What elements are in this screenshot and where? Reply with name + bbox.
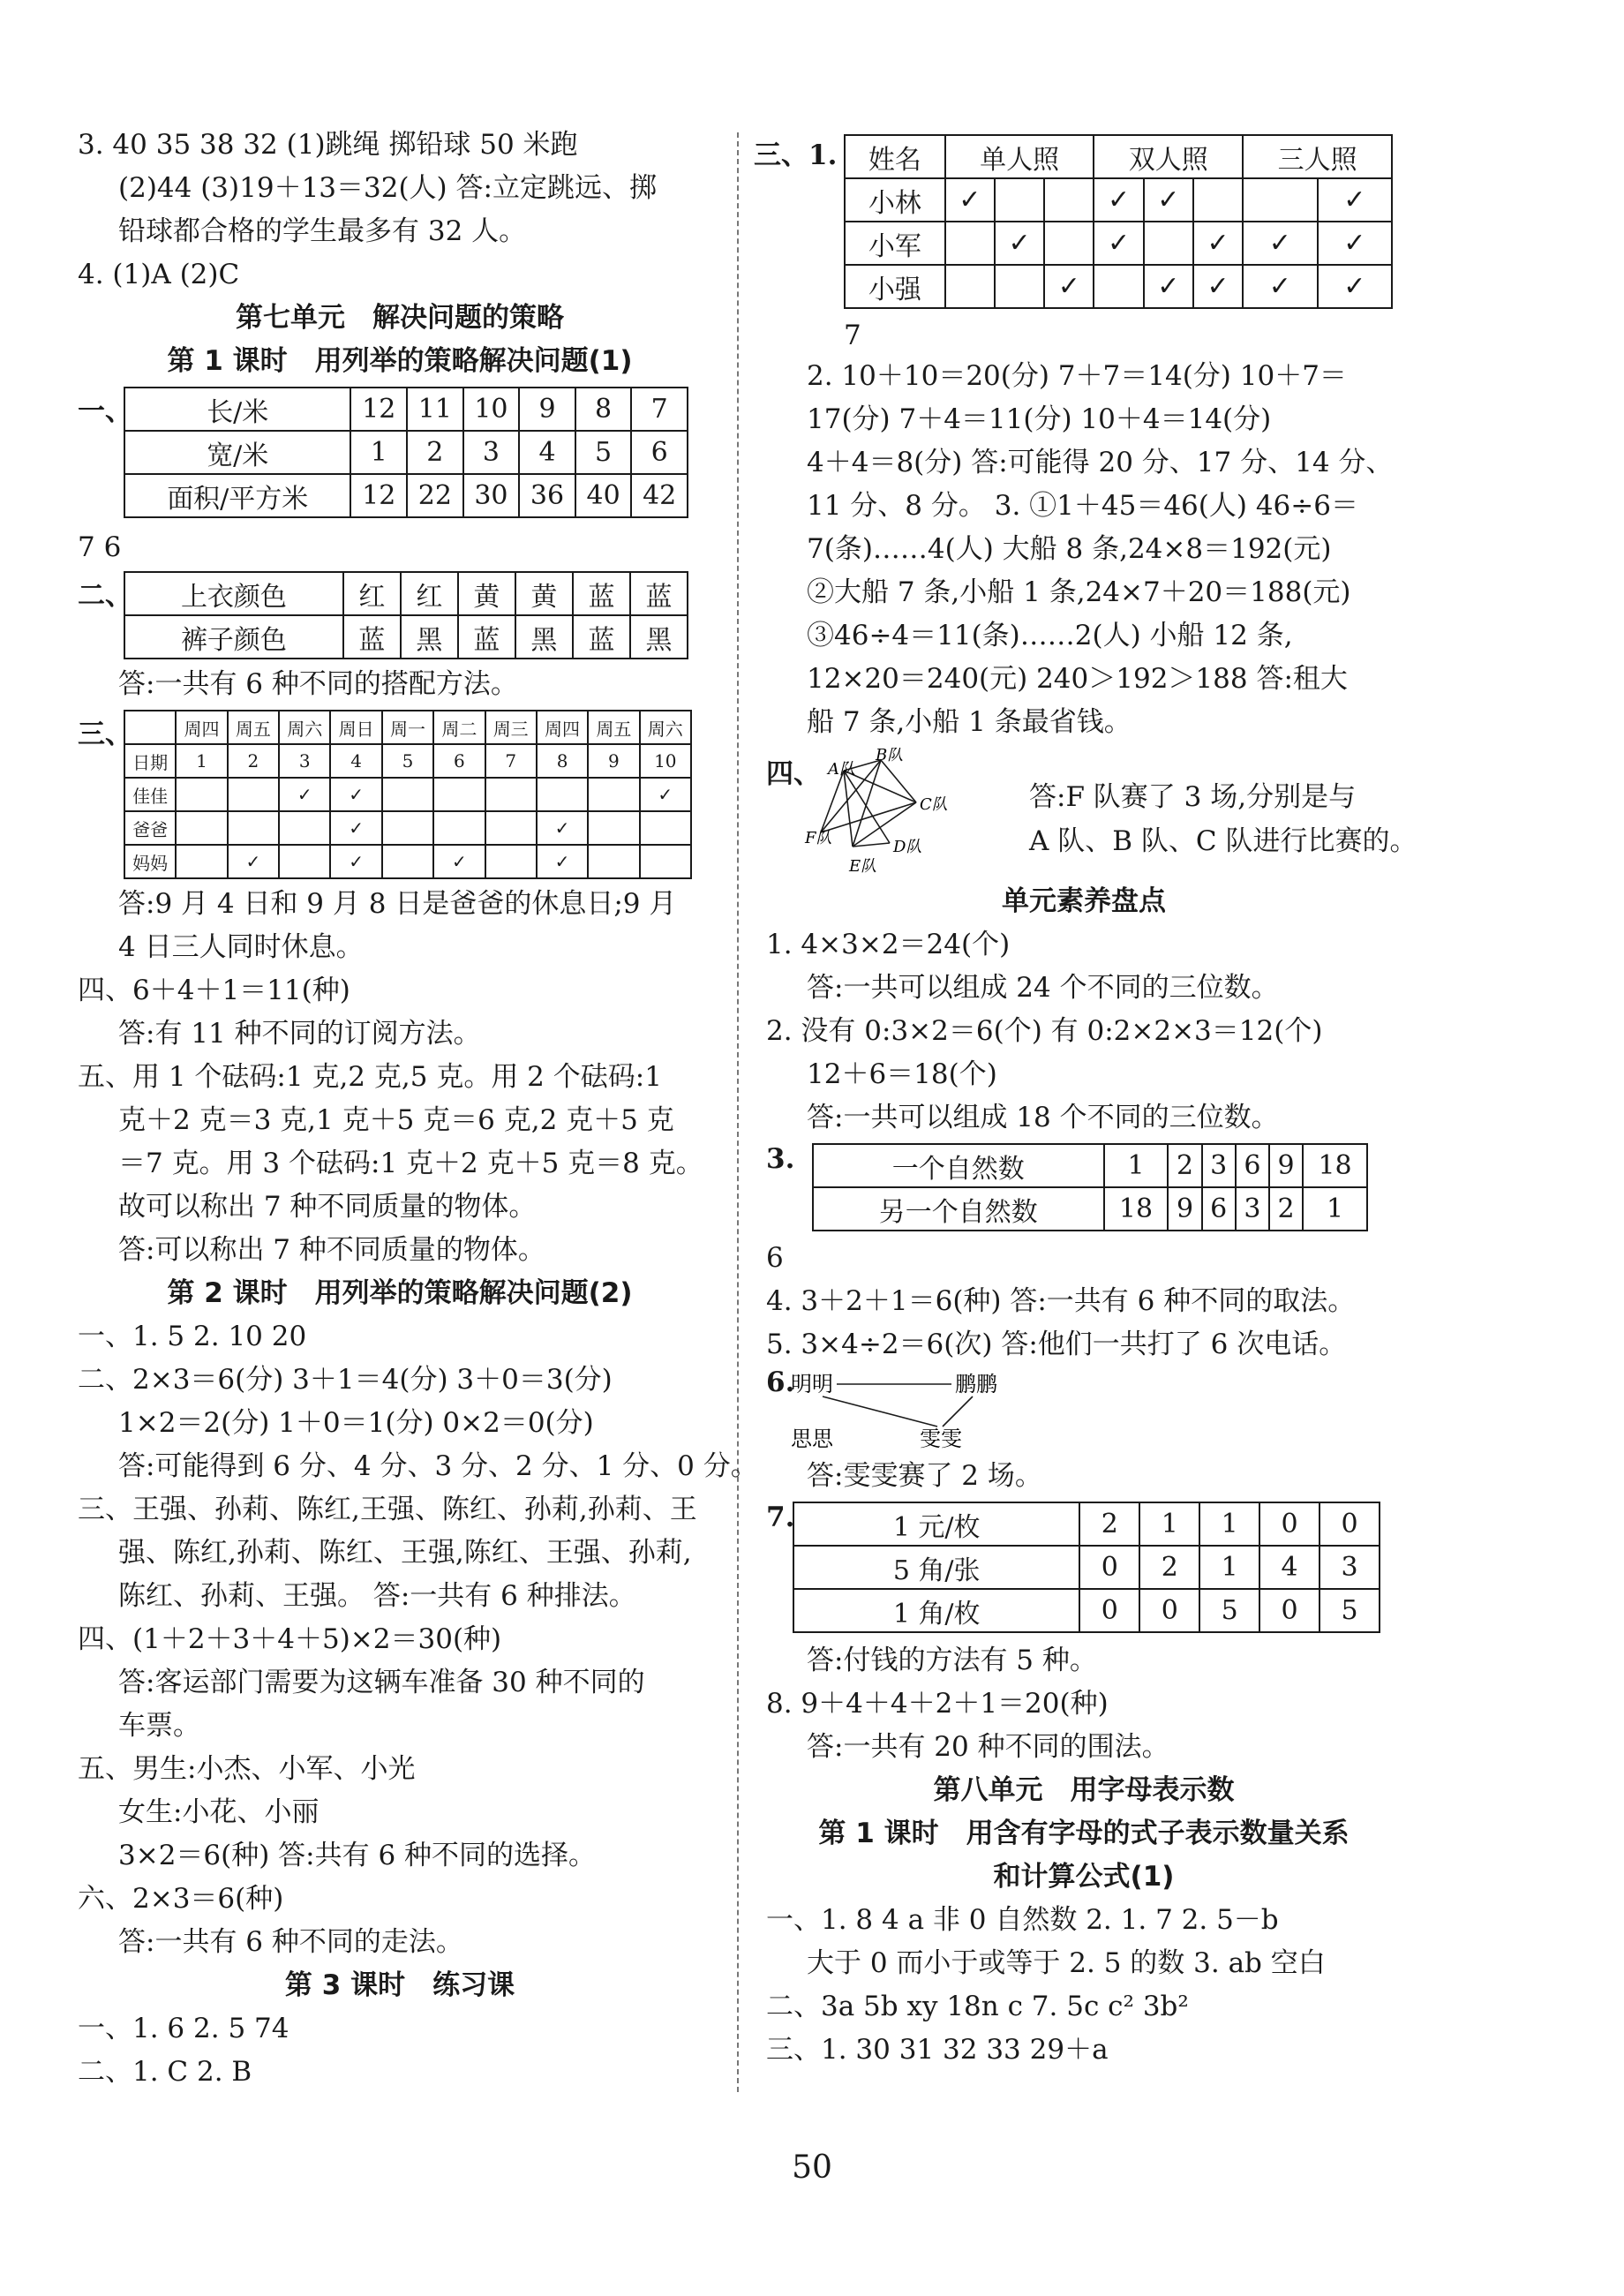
check-mark-cell: ✓ [433,845,485,878]
table-row [845,135,1392,178]
table-cell: 1 [1199,1502,1259,1546]
call-diagram-block [766,1366,1402,1455]
table-row [793,1502,1380,1546]
answer-line: 一、1. 8 4 a 非 0 自然数 2. 1. 7 2. 5－b [766,1904,1279,1936]
lesson-title: 第 1 课时 用含有字母的式子表示数量关系 [818,1818,1350,1849]
answer-line: 五、用 1 个砝码:1 克,2 克,5 克。用 2 个砝码:1 [78,1061,662,1093]
table-cell [640,811,691,845]
table-cell [1044,222,1094,265]
row-header: 另一个自然数 [813,1187,1104,1231]
answer-line: 4. (1)A (2)C [78,259,240,290]
table-cell [945,222,995,265]
table-cell [640,845,691,878]
table-cell: 4 [519,431,575,474]
table-cell: 2 [1139,1546,1199,1589]
page-number: 50 [792,2149,832,2186]
question-label: 一、 [78,395,132,427]
weekday-cell: 周六 [640,711,691,744]
answer-line: 6 [766,1242,784,1274]
table-cell: 2 [407,431,463,474]
node-label-wenwen: 雯雯 [920,1427,962,1451]
row-header: 1 角/枚 [793,1589,1079,1632]
table-cell: 黑 [401,615,458,659]
table-cell: 黑 [515,615,573,659]
table-cell: 0 [1259,1502,1320,1546]
answer-line: 船 7 条,小船 1 条最省钱。 [807,706,1132,738]
table-cell [1243,178,1317,222]
date-cell: 6 [433,744,485,778]
answer-line: 1. 4×3×2＝24(个) [766,929,1011,960]
check-mark-cell: ✓ [1243,265,1317,308]
call-edge [823,1396,937,1427]
table-cell: 3 [1320,1546,1380,1589]
answer-line: 3. 40 35 38 32 (1)跳绳 掷铅球 50 米跑 [78,129,578,161]
answer-line: ②大船 7 条,小船 1 条,24×7＋20＝188(元) [807,576,1351,608]
table-cell: 1 [1199,1546,1259,1589]
row-header: 面积/平方米 [124,474,350,517]
photo-combination-table [844,134,1393,309]
row-header: 1 元/枚 [793,1502,1079,1546]
answer-line: 五、男生:小杰、小军、小光 [78,1753,416,1785]
table-cell [176,811,227,845]
match-edge [853,843,890,847]
check-mark-cell: ✓ [1193,222,1243,265]
table-cell [485,778,537,811]
lesson-title: 第 3 课时 练习课 [284,1969,515,2001]
table-cell: 11 [407,388,463,431]
table-row [845,178,1392,222]
table-cell [279,845,330,878]
column-divider [737,132,739,2092]
match-diagram [801,748,969,880]
table-cell: 红 [343,572,401,615]
answer-line: 答:一共可以组成 18 个不同的三位数。 [807,1102,1279,1133]
table-cell: 22 [407,474,463,517]
answer-line: 答:雯雯赛了 2 场。 [807,1460,1042,1492]
table-cell: 0 [1259,1589,1320,1632]
check-mark-cell: ✓ [330,778,381,811]
answer-line: 大于 0 而小于或等于 2. 5 的数 3. ab 空白 [807,1947,1326,1979]
table-cell: 7 [631,388,688,431]
table-row [124,474,688,517]
weekday-cell: 周六 [279,711,330,744]
table-cell: 9 [1269,1144,1303,1187]
node-label-a: A队 [828,760,855,779]
match-edge [821,802,916,832]
person-name-cell: 小军 [845,222,945,265]
column-header: 双人照 [1094,135,1243,178]
answer-line: 一、1. 5 2. 10 20 [78,1321,307,1352]
table-cell [995,178,1044,222]
node-label-d: D队 [893,838,922,856]
length-width-table-block [78,387,722,526]
table-cell: 2 [1269,1187,1303,1231]
answer-line: 六、2×3＝6(种) [78,1883,284,1915]
answer-line: 答:一共有 20 种不同的围法。 [807,1731,1169,1763]
right-column [754,124,1417,2072]
table-cell: 蓝 [573,615,630,659]
answer-line: 3×2＝6(种) 答:共有 6 种不同的选择。 [118,1840,597,1871]
match-edge [881,760,916,802]
check-mark-cell: ✓ [228,845,279,878]
check-mark-cell: ✓ [1144,265,1193,308]
node-label-mingming: 明明 [791,1372,833,1396]
table-cell: 0 [1079,1589,1139,1632]
table-cell [588,778,639,811]
question-label: 三、 [78,719,132,750]
call-edge [943,1396,973,1427]
answer-line: 12×20＝240(元) 240＞192＞188 答:租大 [807,663,1348,695]
answer-line: 答:客运部门需要为这辆车准备 30 种不同的 [118,1667,645,1698]
table-cell: 0 [1079,1546,1139,1589]
table-cell: 1 [1104,1144,1169,1187]
table-cell: 40 [575,474,632,517]
answer-line: 7 6 [78,531,122,563]
row-header: 上衣颜色 [124,572,343,615]
coin-table-block [766,1502,1402,1639]
table-cell: 蓝 [343,615,401,659]
table-cell: 3 [463,431,520,474]
table-cell: 5 [1199,1589,1259,1632]
weekday-cell: 周三 [485,711,537,744]
answer-line: 二、3a 5b xy 18n c 7. 5c c² 3b² [766,1991,1189,2022]
table-cell: 9 [1168,1187,1201,1231]
table-cell: 红 [401,572,458,615]
answer-line: 答:一共有 6 种不同的搭配方法。 [118,668,518,700]
table-cell [1044,178,1094,222]
row-header: 裤子颜色 [124,615,343,659]
answer-line: 四、6＋4＋1＝11(种) [78,975,350,1006]
table-row [124,388,688,431]
factor-pair-table [812,1143,1368,1231]
row-header: 宽/米 [124,431,350,474]
lesson-title: 和计算公式(1) [993,1861,1175,1893]
unit-title: 第八单元 用字母表示数 [933,1774,1235,1806]
answer-line: (2)44 (3)19＋13＝32(人) 答:立定跳远、掷 [118,172,657,204]
table-cell: 1 [1303,1187,1367,1231]
person-name-cell: 妈妈 [124,845,176,878]
weekday-cell: 周四 [176,711,227,744]
date-cell: 1 [176,744,227,778]
question-label: 二、 [78,580,132,612]
table-row [813,1187,1367,1231]
table-cell: 18 [1104,1187,1169,1231]
column-header: 三人照 [1243,135,1392,178]
answer-line: 2. 10＋10＝20(分) 7＋7＝14(分) 10＋7＝ [807,360,1347,392]
answer-line: 8. 9＋4＋4＋2＋1＝20(种) [766,1688,1109,1720]
answer-line: 答:一共有 6 种不同的走法。 [118,1926,463,1958]
table-cell [485,811,537,845]
table-cell [176,845,227,878]
table-cell [279,811,330,845]
answer-line: 铅球都合格的学生最多有 32 人。 [118,215,527,247]
table-cell: 12 [350,474,407,517]
question-label: 四、 [766,758,821,790]
answer-line: 答:可能得到 6 分、4 分、3 分、2 分、1 分、0 分。 [118,1450,758,1482]
answer-line: 答:可以称出 7 种不同质量的物体。 [118,1234,545,1266]
answer-line: 强、陈红,孙莉、陈红、王强,陈红、王强、孙莉, [118,1537,692,1569]
table-cell: 4 [1259,1546,1320,1589]
rest-day-table [124,710,692,879]
table-cell: 2 [1079,1502,1139,1546]
weekday-cell: 周五 [228,711,279,744]
table-cell: 6 [1236,1144,1269,1187]
table-cell: 蓝 [573,572,630,615]
weekday-cell: 周二 [433,711,485,744]
person-name-cell: 爸爸 [124,811,176,845]
answer-line: 故可以称出 7 种不同质量的物体。 [118,1191,537,1223]
weekday-cell: 周五 [588,711,639,744]
table-cell [537,778,588,811]
match-edge [821,771,844,832]
table-cell: 黄 [458,572,515,615]
node-label-pengpeng: 鹏鹏 [955,1372,997,1396]
node-label-e: E队 [849,857,877,876]
check-mark-cell: ✓ [1193,265,1243,308]
check-mark-cell: ✓ [1243,222,1317,265]
check-mark-cell: ✓ [537,811,588,845]
answer-line: 一、1. 6 2. 5 74 [78,2013,289,2044]
answer-line: 答:9 月 4 日和 9 月 8 日是爸爸的休息日;9 月 [118,888,677,920]
table-cell: 10 [463,388,520,431]
date-cell: 10 [640,744,691,778]
date-cell: 日期 [124,744,176,778]
table-cell: 3 [1236,1187,1269,1231]
table-cell: 3 [1202,1144,1236,1187]
table-row [124,744,691,778]
answer-line: 5. 3×4÷2＝6(次) 答:他们一共打了 6 次电话。 [766,1329,1347,1360]
table-cell: 42 [631,474,688,517]
date-cell: 8 [537,744,588,778]
check-mark-cell: ✓ [330,811,381,845]
schedule-table-block [78,710,722,883]
question-label: 7. [766,1502,795,1533]
table-cell: 36 [519,474,575,517]
answer-line: 克＋2 克＝3 克,1 克＋5 克＝6 克,2 克＋5 克 [118,1104,674,1136]
answer-line: 4＋4＝8(分) 答:可能得 20 分、17 分、14 分、 [807,447,1394,478]
factor-table-block [766,1143,1402,1237]
lesson-title: 第 1 课时 用列举的策略解决问题(1) [167,345,633,377]
answer-line: 4. 3＋2＋1＝6(种) 答:一共有 6 种不同的取法。 [766,1285,1356,1317]
person-name-cell: 佳佳 [124,778,176,811]
table-cell: 6 [631,431,688,474]
table-cell [485,845,537,878]
answer-line: ＝7 克。用 3 个砝码:1 克＋2 克＋5 克＝8 克。 [118,1148,703,1179]
check-mark-cell: ✓ [1044,265,1094,308]
table-cell [228,811,279,845]
weekday-cell: 周一 [382,711,433,744]
table-row [793,1546,1380,1589]
date-cell: 2 [228,744,279,778]
person-name-cell: 小强 [845,265,945,308]
node-label-b: B队 [876,748,904,764]
table-row [124,811,691,845]
answer-line: 答:F 队赛了 3 场,分别是与 [1029,781,1357,813]
check-mark-cell: ✓ [1318,222,1392,265]
table-row [793,1589,1380,1632]
table-cell: 6 [1202,1187,1236,1231]
table-row [124,711,691,744]
table-cell: 30 [463,474,520,517]
answer-line: A 队、B 队、C 队进行比赛的。 [1029,825,1417,857]
table-cell: 9 [519,388,575,431]
answer-line: 车票。 [118,1710,200,1742]
question-label: 6. [766,1366,795,1398]
table-cell: 5 [575,431,632,474]
table-row [124,778,691,811]
outfit-table [124,571,688,659]
answer-line: 4 日三人同时休息。 [118,931,364,963]
unit-title: 第七单元 解决问题的策略 [236,302,564,334]
question-label: 三、1. [754,139,838,171]
table-row [813,1144,1367,1187]
match-edge [853,760,881,847]
table-cell: 1 [350,431,407,474]
check-mark-cell: ✓ [640,778,691,811]
table-cell [433,811,485,845]
column-header: 姓名 [845,135,945,178]
answer-line: 答:一共可以组成 24 个不同的三位数。 [807,972,1279,1004]
check-mark-cell: ✓ [537,845,588,878]
answer-line: 答:有 11 种不同的订阅方法。 [118,1018,481,1050]
column-header: 单人照 [945,135,1094,178]
call-diagram [787,1366,1017,1455]
answer-line: 陈红、孙莉、王强。 答:一共有 6 种排法。 [118,1580,636,1612]
table-row [845,265,1392,308]
check-mark-cell: ✓ [279,778,330,811]
node-label-sisi: 思思 [791,1427,833,1451]
table-row [124,431,688,474]
team-diagram-block [766,748,1417,880]
table-cell: 5 [1320,1589,1380,1632]
weekday-cell [124,711,176,744]
node-label-f: F队 [805,829,832,847]
date-cell: 4 [330,744,381,778]
table-cell: 1 [1139,1502,1199,1546]
check-mark-cell: ✓ [330,845,381,878]
date-cell: 3 [279,744,330,778]
table-row [124,845,691,878]
table-cell [176,778,227,811]
answer-line: 四、(1＋2＋3＋4＋5)×2＝30(种) [78,1623,502,1655]
table-cell: 0 [1320,1502,1380,1546]
table-cell: 黑 [630,615,688,659]
table-cell [1193,178,1243,222]
answer-line: 二、1. C 2. B [78,2056,252,2088]
answer-line: 女生:小花、小丽 [118,1796,320,1828]
row-header: 长/米 [124,388,350,431]
check-mark-cell: ✓ [1318,265,1392,308]
row-header: 一个自然数 [813,1144,1104,1187]
table-cell [382,778,433,811]
table-cell [433,778,485,811]
photo-table-block [754,124,1402,351]
check-mark-cell: ✓ [995,222,1044,265]
table-cell: 2 [1168,1144,1201,1187]
table-cell [382,811,433,845]
check-mark-cell: ✓ [945,178,995,222]
table-cell [1144,222,1193,265]
table-cell [1094,265,1143,308]
outfit-table-block [78,571,722,663]
table-cell: 蓝 [458,615,515,659]
answer-line: 三、王强、孙莉、陈红,王强、陈红、孙莉,孙莉、王 [78,1494,697,1525]
date-cell: 5 [382,744,433,778]
table-cell: 黄 [515,572,573,615]
weekday-cell: 周四 [537,711,588,744]
answer-line: 答:付钱的方法有 5 种。 [807,1645,1097,1676]
table-cell [945,265,995,308]
question-label: 3. [766,1143,795,1175]
date-cell: 7 [485,744,537,778]
table-cell [382,845,433,878]
table-cell [588,811,639,845]
table-cell [995,265,1044,308]
answer-line: 11 分、8 分。 3. ①1＋45＝46(人) 46÷6＝ [807,490,1358,522]
lesson-title: 第 2 课时 用列举的策略解决问题(2) [167,1277,633,1309]
payment-method-table [793,1502,1380,1633]
length-width-area-table [124,387,688,518]
row-header: 5 角/张 [793,1546,1079,1589]
weekday-cell: 周日 [330,711,381,744]
table-row [124,615,688,659]
answer-line: 7(条)……4(人) 大船 8 条,24×8＝192(元) [807,533,1332,565]
section-title: 单元素养盘点 [1002,885,1166,917]
answer-line: 1×2＝2(分) 1＋0＝1(分) 0×2＝0(分) [118,1407,594,1439]
table-cell [228,778,279,811]
check-mark-cell: ✓ [1094,222,1143,265]
table-cell: 0 [1139,1589,1199,1632]
table-cell: 12 [350,388,407,431]
check-mark-cell: ✓ [1094,178,1143,222]
table-cell: 蓝 [630,572,688,615]
answer-line: 二、2×3＝6(分) 3＋1＝4(分) 3＋0＝3(分) [78,1364,613,1396]
table-row [124,572,688,615]
answer-line: 12＋6＝18(个) [807,1058,997,1090]
person-name-cell: 小林 [845,178,945,222]
node-label-c: C队 [920,795,948,814]
table-row [845,222,1392,265]
answer-line: 7 [844,320,861,351]
answer-line: 三、1. 30 31 32 33 29＋a [766,2034,1109,2066]
left-column [78,124,758,2094]
table-cell: 8 [575,388,632,431]
check-mark-cell: ✓ [1144,178,1193,222]
date-cell: 9 [588,744,639,778]
check-mark-cell: ✓ [1318,178,1392,222]
answer-line: 2. 没有 0:3×2＝6(个) 有 0:2×2×3＝12(个) [766,1015,1323,1047]
answer-line: 17(分) 7＋4＝11(分) 10＋4＝14(分) [807,403,1272,435]
table-cell [588,845,639,878]
answer-line: ③46÷4＝11(条)……2(人) 小船 12 条, [807,620,1293,651]
table-cell: 18 [1303,1144,1367,1187]
